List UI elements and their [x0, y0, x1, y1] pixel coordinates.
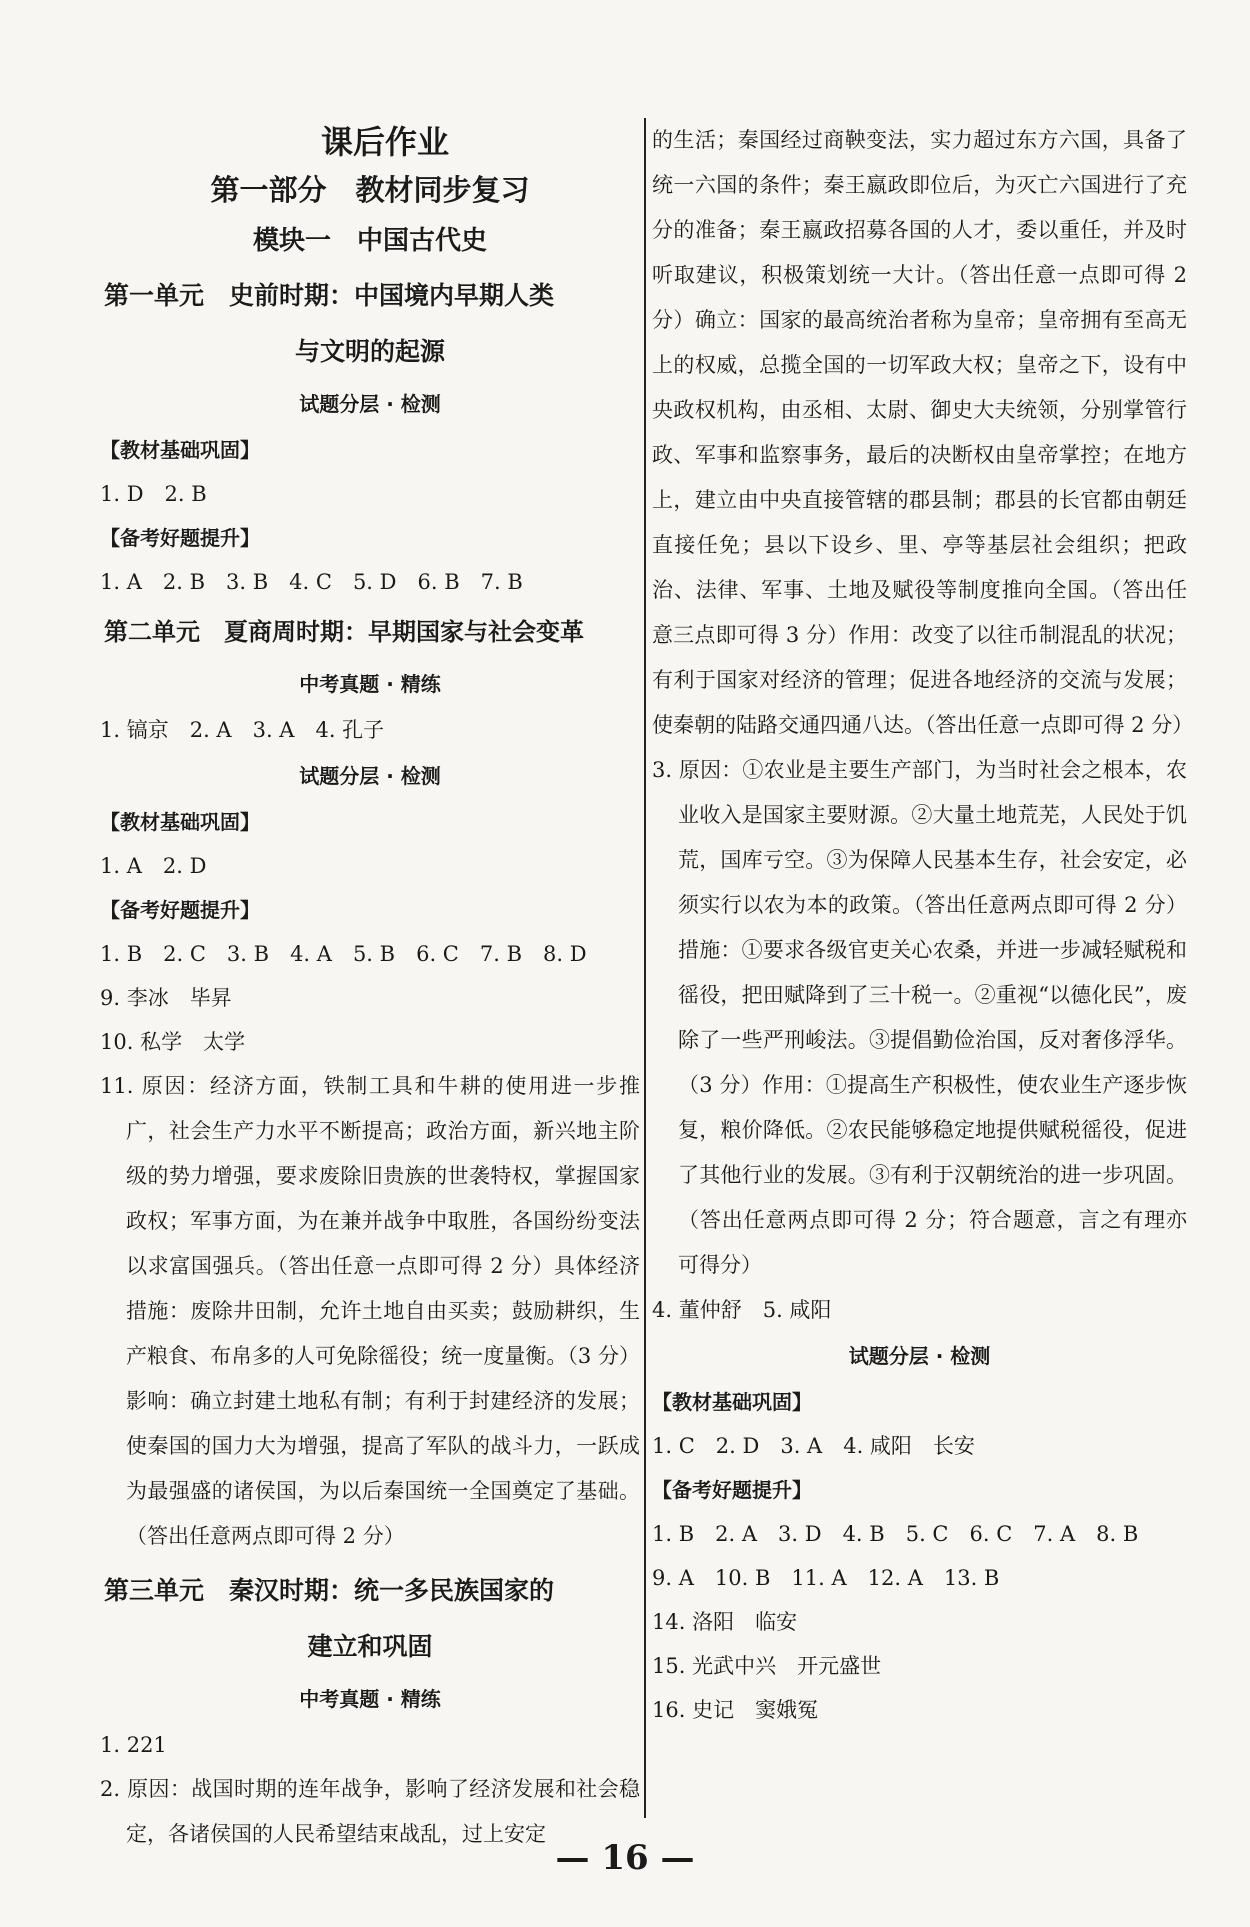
unit2-answer-10: 10. 私学 太学 — [100, 1030, 246, 1054]
unit3-title-continued: 建立和巩固 — [307, 1632, 433, 1661]
unit3-basic-heading: 【教材基础巩固】 — [652, 1390, 812, 1414]
unit2-advanced-heading: 【备考好题提升】 — [100, 898, 260, 922]
left-column — [100, 118, 640, 1857]
unit2-section-test: 试题分层 · 检测 — [299, 764, 441, 788]
unit3-advanced-answers-9-13: 9. A 10. B 11. A 12. A 13. B — [652, 1566, 1000, 1590]
unit1-basic-answers: 1. D 2. B — [100, 482, 207, 506]
unit3-answer-1: 1. 221 — [100, 1733, 167, 1757]
document-title: 课后作业 — [320, 123, 449, 161]
unit3-advanced-answers: 1. B 2. A 3. D 4. B 5. C 6. C 7. A 8. B — [652, 1522, 1139, 1546]
unit3-section-test: 试题分层 · 检测 — [848, 1344, 991, 1368]
unit3-answer-3: 3. 原因：①农业是主要生产部门，为当时社会之根本，农业收入是国家主要财源。②大量土地荒芜，人民处于饥荒，国库亏空。③为保障人民基本生存，社会安定，必须实行以农为本的政策。（答出任意两点即可得 2 分）措施：①要求各级官吏关心农桑，并进一步减轻赋税和徭役，把田赋降到了三十税一。②重视“以德化民”，废除了一些严刑峻法。③提倡勤俭治国，反对奢侈浮华。（3 分）作用：①提高生产积极性，使农业生产逐步恢复，粮价降低。②农民能够稳定地提供赋税徭役，促进了其他行业的发展。③有利于汉朝统治的进一步巩固。（答出任意两点即可得 2 分；符合题意，言之有理亦可得分） — [652, 758, 1187, 1277]
unit2-exam-answers: 1. 镐京 2. A 3. A 4. 孔子 — [100, 718, 385, 742]
unit2-section-exam: 中考真题 · 精练 — [299, 672, 441, 696]
column-divider — [644, 118, 646, 1818]
unit1-basic-heading: 【教材基础巩固】 — [100, 438, 260, 462]
module-title: 模块一 中国古代史 — [252, 226, 487, 256]
unit3-answer-2: 2. 原因：战国时期的连年战争，影响了经济发展和社会稳定，各诸侯国的人民希望结束战乱，过上安定 — [100, 1777, 640, 1846]
page-number: — 16 — — [555, 1838, 695, 1878]
unit3-basic-answers: 1. C 2. D 3. A 4. 咸阳 长安 — [652, 1434, 975, 1458]
unit2-advanced-answers: 1. B 2. C 3. B 4. A 5. B 6. C 7. B 8. D — [100, 942, 587, 966]
unit2-basic-heading: 【教材基础巩固】 — [100, 810, 260, 834]
unit3-answer-16: 16. 史记 窦娥冤 — [652, 1698, 819, 1722]
unit3-answers-4-5: 4. 董仲舒 5. 咸阳 — [652, 1298, 832, 1322]
part-title: 第一部分 教材同步复习 — [210, 173, 530, 207]
unit3-title: 第三单元 秦汉时期：统一多民族国家的 — [104, 1576, 555, 1605]
unit1-advanced-answers: 1. A 2. B 3. B 4. C 5. D 6. B 7. B — [100, 570, 523, 594]
unit2-basic-answers: 1. A 2. D — [100, 854, 207, 878]
unit1-title: 第一单元 史前时期：中国境内早期人类 — [104, 281, 555, 310]
unit2-title: 第二单元 夏商周时期：早期国家与社会变革 — [104, 617, 584, 646]
unit1-title-continued: 与文明的起源 — [294, 337, 445, 366]
unit3-answer-2-continued: 的生活；秦国经过商鞅变法，实力超过东方六国，具备了统一六国的条件；秦王嬴政即位后，为灭亡六国进行了充分的准备；秦王嬴政招募各国的人才，委以重任，并及时听取建议，积极策划统一大计。（答出任意一点即可得 2 分）确立：国家的最高统治者称为皇帝；皇帝拥有至高无上的权威，总揽全国的一切军政大权；皇帝之下，设有中央政权机构，由丞相、太尉、御史大夫统领，分别掌管行政、军事和监察事务，最后的决断权由皇帝掌控；在地方上，建立由中央直接管辖的郡县制；郡县的长官都由朝廷直接任免；县以下设乡、里、亭等基层社会组织；把政治、法律、军事、土地及赋役等制度推向全国。（答出任意三点即可得 3 分）作用：改变了以往币制混乱的状况；有利于国家对经济的管理；促进各地经济的交流与发展；使秦朝的陆路交通四通八达。（答出任意一点即可得 2 分） — [652, 128, 1194, 737]
unit2-answer-11: 11. 原因：经济方面，铁制工具和牛耕的使用进一步推广，社会生产力水平不断提高；政治方面，新兴地主阶级的势力增强，要求废除旧贵族的世袭特权，掌握国家政权；军事方面，为在兼并战争中取胜，各国纷纷变法以求富国强兵。（答出任意一点即可得 2 分）具体经济措施：废除井田制，允许土地自由买卖；鼓励耕织，生产粮食、布帛多的人可免除徭役；统一度量衡。（3 分）影响：确立封建土地私有制；有利于封建经济的发展；使秦国的国力大为增强，提高了军队的战斗力，一跃成为最强盛的诸侯国，为以后秦国统一全国奠定了基础。（答出任意两点即可得 2 分） — [100, 1074, 640, 1548]
unit1-section-test: 试题分层 · 检测 — [299, 392, 441, 416]
right-column — [652, 118, 1194, 1732]
unit3-advanced-heading: 【备考好题提升】 — [652, 1478, 812, 1502]
unit3-answer-15: 15. 光武中兴 开元盛世 — [652, 1654, 882, 1678]
unit3-answer-14: 14. 洛阳 临安 — [652, 1610, 798, 1634]
unit2-answer-9: 9. 李冰 毕昇 — [100, 986, 232, 1010]
unit3-section-exam: 中考真题 · 精练 — [299, 1687, 441, 1711]
unit1-advanced-heading: 【备考好题提升】 — [100, 526, 260, 550]
